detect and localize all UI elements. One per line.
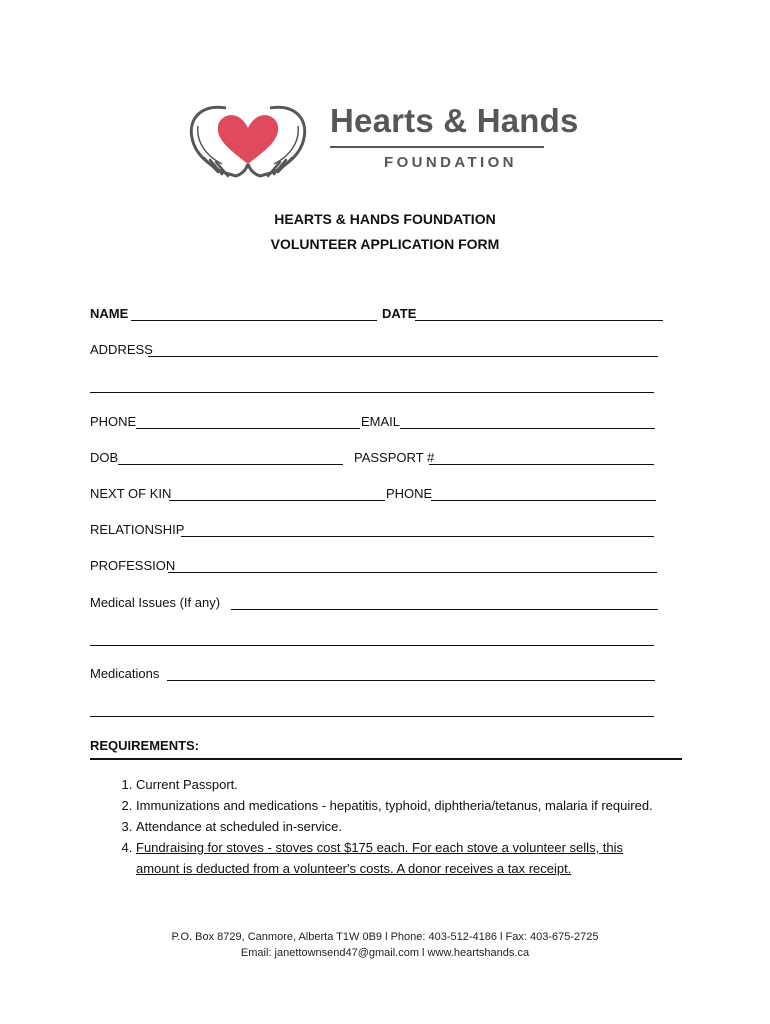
profession-field[interactable]	[168, 572, 657, 573]
heart-hands-icon	[186, 102, 316, 182]
brand-name: Hearts & Hands	[330, 102, 579, 139]
brand-subtitle: FOUNDATION	[384, 154, 517, 171]
name-field[interactable]	[131, 320, 377, 321]
dob-field[interactable]	[118, 464, 343, 465]
requirement-item: 1. Current Passport.	[136, 774, 660, 795]
passport-label: PASSPORT #	[354, 450, 435, 465]
medications-field[interactable]	[167, 680, 655, 681]
relationship-field[interactable]	[181, 536, 654, 537]
form-title: HEARTS & HANDS FOUNDATION	[274, 211, 496, 227]
requirement-item: 3. Attendance at scheduled in-service.	[136, 816, 660, 837]
date-label: DATE	[382, 306, 417, 321]
footer-contact: Email: janettownsend47@gmail.com l www.heartshands.ca	[240, 947, 530, 959]
medical-issues-field-line2[interactable]	[90, 645, 654, 646]
medications-label: Medications	[90, 666, 160, 681]
medications-field-line2[interactable]	[90, 716, 654, 717]
form-subtitle: VOLUNTEER APPLICATION FORM	[270, 236, 500, 252]
kin-phone-label: PHONE	[386, 486, 433, 501]
email-field[interactable]	[400, 428, 655, 429]
next-of-kin-field[interactable]	[169, 500, 385, 501]
email-label: EMAIL	[361, 414, 401, 429]
phone-field[interactable]	[136, 428, 360, 429]
kin-phone-field[interactable]	[431, 500, 656, 501]
medical-issues-label: Medical Issues (If any)	[90, 595, 221, 610]
date-field[interactable]	[415, 320, 663, 321]
requirement-item: 2. Immunizations and medications - hepatitis, typhoid, diphtheria/tetanus, malaria if required.	[136, 795, 660, 816]
requirements-heading: REQUIREMENTS:	[90, 738, 200, 753]
name-label: NAME	[90, 306, 129, 321]
passport-field[interactable]	[429, 464, 654, 465]
phone-label: PHONE	[90, 414, 137, 429]
requirements-divider	[90, 758, 682, 760]
relationship-label: RELATIONSHIP	[90, 522, 185, 537]
brand-divider	[330, 146, 544, 148]
address-field[interactable]	[148, 356, 658, 357]
address-label: ADDRESS	[90, 342, 153, 357]
next-of-kin-label: NEXT OF KIN	[90, 486, 172, 501]
profession-label: PROFESSION	[90, 558, 176, 573]
requirements-list	[90, 774, 660, 879]
dob-label: DOB	[90, 450, 119, 465]
address-field-line2[interactable]	[90, 392, 654, 393]
footer-address: P.O. Box 8729, Canmore, Alberta T1W 0B9 l Phone: 403-512-4186 l Fax: 403-675-2725	[171, 931, 599, 943]
medical-issues-field[interactable]	[231, 609, 658, 610]
requirement-item: 4. Fundraising for stoves - stoves cost $175 each. For each stove a volunteer sells, this amount is deducted from a volunteer's costs. A donor receives a tax receipt.	[136, 837, 660, 879]
